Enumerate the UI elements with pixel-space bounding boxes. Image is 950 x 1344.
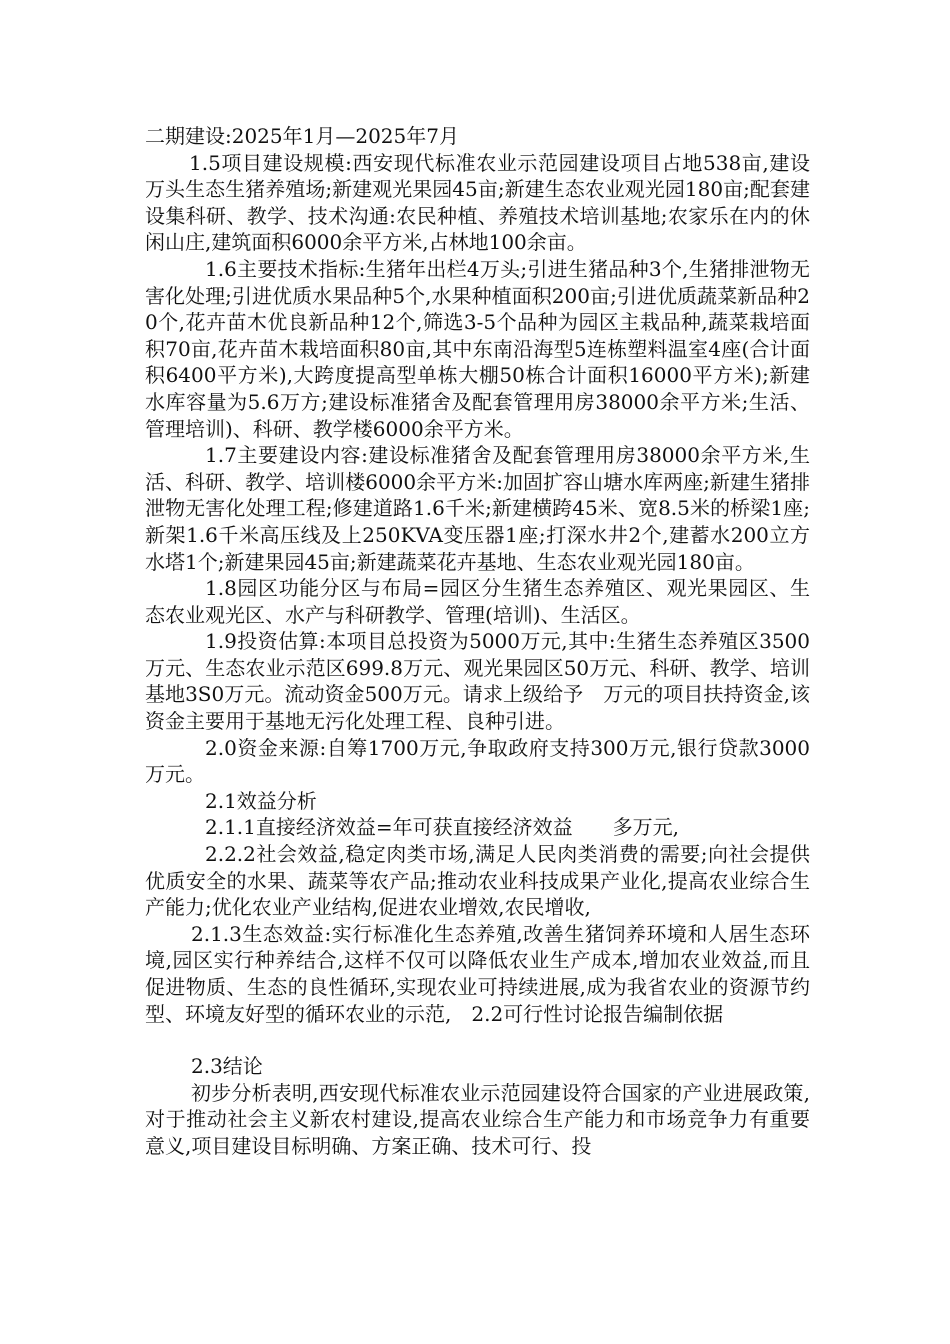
- paragraph-2-3-conclusion-heading: 2.3结论: [191, 1054, 263, 1079]
- blank-line: [145, 1027, 810, 1053]
- paragraph-phase-two: 二期建设:2025年1月—2025年7月: [145, 124, 459, 148]
- document-page: [145, 123, 810, 1160]
- paragraph-1-5-scale: 1.5项目建设规模:西安现代标准农业示范园建设项目占地538亩,建设万头生态生猪养殖场;新建观光果园45亩;新建生态农业观光园180亩;配套建设集科研、教学、技术沟通:农民种植、养殖技术培训基地;农家乐在内的休闲山庄,建筑面积6000余平方米,占林地100余亩。: [145, 150, 810, 255]
- paragraph-2-1-1-economic: 2.1.1直接经济效益=年可获直接经济效益 多万元,: [205, 815, 680, 840]
- paragraph-conclusion-body: 初步分析表明,西安现代标准农业示范园建设符合国家的产业进展政策,对于推动社会主义新农村建设,提高农业综合生产能力和市场竞争力有重要意义,项目建设目标明确、方案正确、技术可行、投: [145, 1080, 810, 1158]
- paragraph-2-2-2-social: 2.2.2社会效益,稳定肉类市场,满足人民肉类消费的需要;向社会提供优质安全的水果、蔬菜等农产品;推动农业科技成果产业化,提高农业综合生产能力;优化农业产业结构,促进农业增效,农民增收,: [145, 842, 810, 920]
- paragraph-1-9-investment: 1.9投资估算:本项目总投资为5000万元,其中:生猪生态养殖区3500万元、生态农业示范区699.8万元、观光果园区50万元、科研、教学、培训基地3S0万元。流动资金500万元。请求上级给予 万元的项目扶持资金,该资金主要用于基地无污化处理工程、良种引进。: [145, 629, 810, 734]
- paragraph-1-8-layout: 1.8园区功能分区与布局=园区分生猪生态养殖区、观光果园区、生态农业观光区、水产与科研教学、管理(培训)、生活区。: [145, 576, 810, 627]
- paragraph-1-6-indicators: 1.6主要技术指标:生猪年出栏4万头;引进生猪品种3个,生猪排泄物无害化处理;引进优质水果品种5个,水果种植面积200亩;引进优质蔬菜新品种20个,花卉苗木优良新品种12个,筛选3-5个品种为园区主栽品种,蔬菜栽培面积70亩,花卉苗木栽培面积80亩,其中东南沿海型5连栋塑料温室4座(合计面积6400平方米),大跨度提高型单栋大棚50栋合计面积16000平方米);新建水库容量为5.6万方;建设标准猪舍及配套管理用房38000余平方米;生活、管理培训)、科研、教学楼6000余平方米。: [145, 256, 810, 441]
- paragraph-2-0-funding: 2.0资金来源:自筹1700万元,争取政府支持300万元,银行贷款3000万元。: [145, 735, 810, 787]
- paragraph-1-7-content: 1.7主要建设内容:建设标准猪舍及配套管理用房38000余平方米,生活、科研、教学、培训楼6000余平方米:加固扩容山塘水库两座;新建生猪排泄物无害化处理工程;修建道路1.6千米;新建横跨45米、宽8.5米的桥梁1座;新架1.6千米高压线及上250KVA变压器1座;打深水井2个,建蓄水200立方水塔1个;新建果园45亩;新建蔬菜花卉基地、生态农业观光园180亩。: [145, 443, 810, 574]
- paragraph-2-1-3-ecological: 2.1.3生态效益:实行标准化生态养殖,改善生猪饲养环境和人居生态环境,园区实行种养结合,这样不仅可以降低农业生产成本,增加农业效益,而且促进物质、生态的良性循环,实现农业可持续进展,成为我省农业的资源节约型、环境友好型的循环农业的示范, 2.2可行性讨论报告编制依据: [145, 921, 810, 1026]
- paragraph-2-1-benefits: 2.1效益分析: [205, 788, 317, 813]
